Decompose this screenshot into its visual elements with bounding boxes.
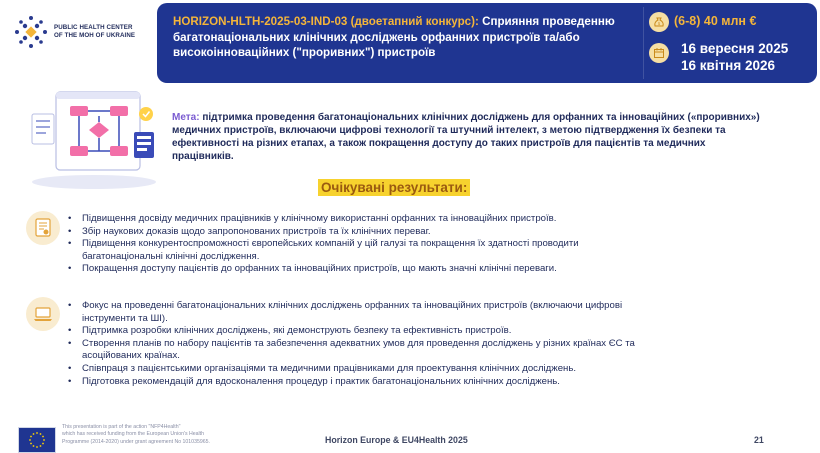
call-title xyxy=(173,14,638,61)
header-divider xyxy=(643,7,644,79)
deadline-stage2: 16 квітня 2026 xyxy=(681,58,775,73)
phc-logo xyxy=(14,14,154,50)
eu-line1: This presentation is part of the action "NFP4Health" xyxy=(62,424,181,430)
money-bag-icon xyxy=(649,12,669,32)
budget-amount: (6-8) 40 млн € xyxy=(674,14,757,28)
eu-line3: Programme (2014-2020) under grant agreement No 101035965. xyxy=(62,438,210,445)
list-item: • Підготовка рекомендацій для вдосконалення процедур і практик багатонаціональних клінічних досліджень. xyxy=(68,376,643,389)
footer xyxy=(0,415,820,453)
phc-logo-icon xyxy=(14,15,48,49)
list-item: • Фокус на проведенні багатонаціональних клінічних досліджень орфанних та інноваційних пристроїв (включаючи цифрові інструменти та ШІ). xyxy=(68,300,643,325)
flowchart-illustration xyxy=(22,84,162,194)
list-item: • Співпраця з пацієнтськими організаціями та медичними працівниками для проектування клінічних досліджень. xyxy=(68,363,643,376)
list-item: • Підвищення досвіду медичних працівників у клінічному використанні орфанних та інноваційних пристроїв. xyxy=(68,213,643,226)
list-item: • Збір наукових доказів щодо запропонованих пристроїв та їх клінічних переваг. xyxy=(68,226,643,239)
eu-flag-icon xyxy=(18,427,56,453)
logo-line2: OF THE MOH OF UKRAINE xyxy=(54,32,136,39)
calendar-icon xyxy=(649,43,669,63)
svg-text:$: $ xyxy=(657,21,661,26)
laptop-icon xyxy=(26,297,60,331)
logo-line1: PUBLIC HEALTH CENTER xyxy=(54,24,133,31)
results-list-2 xyxy=(68,300,643,388)
list-item: • Підвищення конкурентоспроможності європейських компаній у цій галузі та покращення їх здатності проводити багатонаціональні клінічні дослідження. xyxy=(68,238,643,263)
eu-funding-notice xyxy=(62,424,292,446)
list-item: • Створення планів по набору пацієнтів та забезпечення адекватних умов для проведення досліджень у різних країнах ЄС та асоційованих країнах. xyxy=(68,338,643,363)
deadline-stage1: 16 вересня 2025 xyxy=(681,41,789,56)
call-name: Сприяння проведенню багатонаціональних клінічних досліджень орфанних пристроїв та/або високоінноваційних ("проривних") пристроїв xyxy=(173,15,615,59)
deadline-dates xyxy=(681,40,788,74)
goal-text: підтримка проведення багатонаціональних клінічних досліджень для орфанних та інноваційних («проривних») медичних пристроїв, включаючи цифрові технології та штучний інтелект, з метою підтвердження їх безпеки та ефективності на різних етапах, а також покращення доступу до таких пристроїв для пацієнтів та медичних працівників. xyxy=(172,112,760,162)
list-item: • Покращення доступу пацієнтів до орфанних та інноваційних пристроїв, що мають значні клінічні переваги. xyxy=(68,263,643,276)
footer-title: Horizon Europe & EU4Health 2025 xyxy=(325,435,468,445)
expected-results-heading: Очікувані результати: xyxy=(318,179,470,196)
eu-line2: which has received funding from the European Union's Health xyxy=(62,431,205,438)
certificate-icon xyxy=(26,211,60,245)
goal-paragraph xyxy=(172,111,767,163)
results-list-1 xyxy=(68,213,643,276)
call-code: HORIZON-HLTH-2025-03-IND-03 (двоетапний конкурс): xyxy=(173,15,479,28)
goal-lead: Мета: xyxy=(172,112,200,123)
list-item: • Підтримка розробки клінічних досліджень, які демонструють безпеку та ефективність пристроїв. xyxy=(68,325,643,338)
header-banner xyxy=(157,3,817,83)
page-number: 21 xyxy=(754,435,764,445)
